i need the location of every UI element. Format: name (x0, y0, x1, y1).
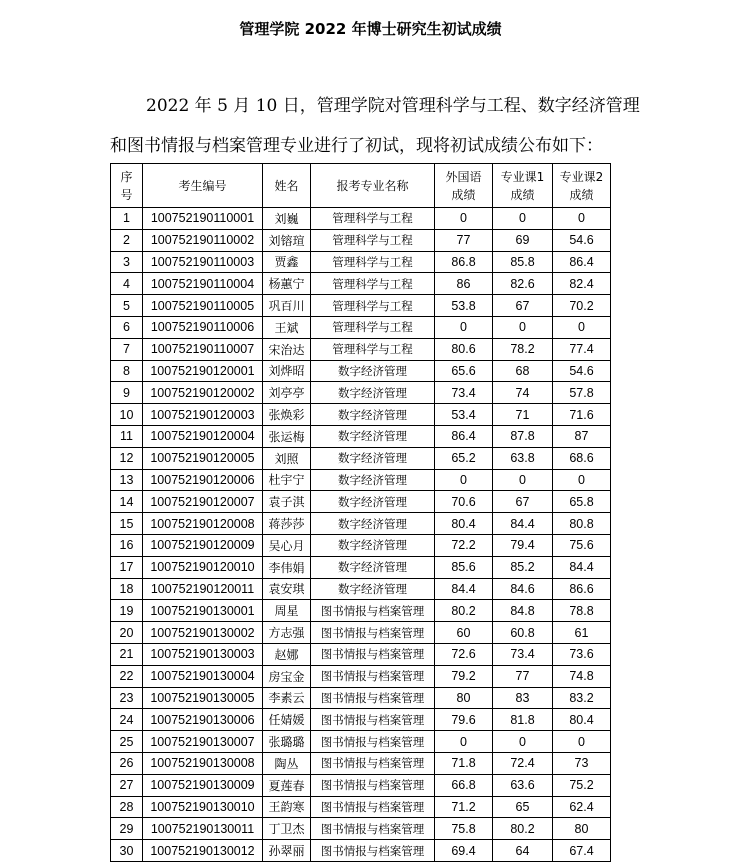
cell-foreign-language: 65.6 (435, 360, 493, 382)
table-row (111, 665, 611, 687)
cell-course-2: 70.2 (553, 295, 611, 317)
cell-exam-id: 100752190130005 (143, 687, 263, 709)
cell-foreign-language: 75.8 (435, 818, 493, 840)
cell-course-1: 67 (493, 491, 553, 513)
cell-seq: 19 (111, 600, 143, 622)
cell-foreign-language: 69.4 (435, 840, 493, 862)
cell-course-2: 71.6 (553, 404, 611, 426)
cell-course-1: 67 (493, 295, 553, 317)
cell-course-1: 79.4 (493, 534, 553, 556)
scores-table (110, 163, 611, 862)
cell-name: 宋治达 (263, 338, 311, 360)
cell-course-2: 65.8 (553, 491, 611, 513)
table-row (111, 774, 611, 796)
cell-major: 数字经济管理 (311, 360, 435, 382)
cell-seq: 29 (111, 818, 143, 840)
cell-name: 房宝金 (263, 665, 311, 687)
cell-major: 数字经济管理 (311, 491, 435, 513)
cell-exam-id: 100752190130006 (143, 709, 263, 731)
cell-name: 夏莲春 (263, 774, 311, 796)
cell-major: 管理科学与工程 (311, 251, 435, 273)
cell-course-1: 81.8 (493, 709, 553, 731)
cell-name: 任婧媛 (263, 709, 311, 731)
table-row (111, 556, 611, 578)
cell-course-2: 62.4 (553, 796, 611, 818)
table-row (111, 643, 611, 665)
cell-major: 数字经济管理 (311, 425, 435, 447)
table-row (111, 600, 611, 622)
cell-foreign-language: 80.4 (435, 513, 493, 535)
cell-course-1: 74 (493, 382, 553, 404)
cell-exam-id: 100752190120001 (143, 360, 263, 382)
table-row (111, 818, 611, 840)
intro-line-1: 2022 年 5 月 10 日，管理学院对管理科学与工程、数字经济管理 (146, 96, 640, 116)
cell-exam-id: 100752190120006 (143, 469, 263, 491)
cell-foreign-language: 0 (435, 469, 493, 491)
table-row (111, 687, 611, 709)
cell-course-2: 67.4 (553, 840, 611, 862)
table-row (111, 404, 611, 426)
table-row (111, 316, 611, 338)
header-seq (111, 164, 143, 208)
cell-course-1: 78.2 (493, 338, 553, 360)
cell-major: 图书情报与档案管理 (311, 796, 435, 818)
cell-exam-id: 100752190130007 (143, 731, 263, 753)
cell-major: 数字经济管理 (311, 382, 435, 404)
cell-foreign-language: 86.8 (435, 251, 493, 273)
table-body (111, 208, 611, 862)
header-course-2 (553, 164, 611, 208)
table-row (111, 469, 611, 491)
cell-exam-id: 100752190130009 (143, 774, 263, 796)
cell-name: 陶丛 (263, 752, 311, 774)
table-row (111, 622, 611, 644)
header-major (311, 164, 435, 208)
cell-name: 刘照 (263, 447, 311, 469)
cell-seq: 30 (111, 840, 143, 862)
table-row (111, 491, 611, 513)
cell-exam-id: 100752190110003 (143, 251, 263, 273)
cell-seq: 5 (111, 295, 143, 317)
cell-major: 图书情报与档案管理 (311, 643, 435, 665)
cell-name: 张璐璐 (263, 731, 311, 753)
cell-course-2: 83.2 (553, 687, 611, 709)
cell-foreign-language: 71.8 (435, 752, 493, 774)
cell-exam-id: 100752190120005 (143, 447, 263, 469)
cell-seq: 3 (111, 251, 143, 273)
cell-seq: 1 (111, 208, 143, 230)
cell-seq: 16 (111, 534, 143, 556)
cell-exam-id: 100752190130004 (143, 665, 263, 687)
cell-seq: 21 (111, 643, 143, 665)
cell-major: 数字经济管理 (311, 513, 435, 535)
cell-course-2: 68.6 (553, 447, 611, 469)
cell-name: 刘烨昭 (263, 360, 311, 382)
table-row (111, 229, 611, 251)
cell-course-2: 57.8 (553, 382, 611, 404)
cell-course-2: 0 (553, 731, 611, 753)
cell-name: 蒋莎莎 (263, 513, 311, 535)
cell-seq: 26 (111, 752, 143, 774)
cell-foreign-language: 70.6 (435, 491, 493, 513)
cell-major: 图书情报与档案管理 (311, 665, 435, 687)
cell-exam-id: 100752190120008 (143, 513, 263, 535)
cell-foreign-language: 80.2 (435, 600, 493, 622)
cell-foreign-language: 60 (435, 622, 493, 644)
header-text: 姓名 (274, 178, 299, 193)
cell-exam-id: 100752190120003 (143, 404, 263, 426)
cell-major: 图书情报与档案管理 (311, 840, 435, 862)
cell-course-1: 60.8 (493, 622, 553, 644)
cell-major: 数字经济管理 (311, 469, 435, 491)
cell-course-2: 86.4 (553, 251, 611, 273)
cell-name: 袁安琪 (263, 578, 311, 600)
table-row (111, 382, 611, 404)
cell-foreign-language: 80 (435, 687, 493, 709)
header-text: 考生编号 (178, 178, 227, 193)
cell-course-1: 71 (493, 404, 553, 426)
cell-seq: 28 (111, 796, 143, 818)
cell-major: 图书情报与档案管理 (311, 687, 435, 709)
cell-major: 数字经济管理 (311, 556, 435, 578)
intro-line-2: 和图书情报与档案管理专业进行了初试，现将初试成绩公布如下： (110, 136, 603, 156)
cell-course-1: 80.2 (493, 818, 553, 840)
cell-foreign-language: 0 (435, 316, 493, 338)
cell-course-2: 0 (553, 208, 611, 230)
cell-course-1: 72.4 (493, 752, 553, 774)
cell-name: 杜宇宁 (263, 469, 311, 491)
header-text: 成绩 (569, 187, 594, 202)
cell-exam-id: 100752190120009 (143, 534, 263, 556)
header-text: 专业课1 (500, 169, 545, 184)
cell-course-1: 0 (493, 208, 553, 230)
cell-course-2: 0 (553, 316, 611, 338)
cell-course-1: 0 (493, 731, 553, 753)
table-row (111, 208, 611, 230)
cell-foreign-language: 85.6 (435, 556, 493, 578)
cell-exam-id: 100752190110005 (143, 295, 263, 317)
cell-foreign-language: 86 (435, 273, 493, 295)
cell-course-2: 73 (553, 752, 611, 774)
cell-course-2: 82.4 (553, 273, 611, 295)
header-exam-id (143, 164, 263, 208)
cell-name: 张焕彩 (263, 404, 311, 426)
cell-course-1: 63.8 (493, 447, 553, 469)
cell-foreign-language: 84.4 (435, 578, 493, 600)
cell-seq: 25 (111, 731, 143, 753)
cell-foreign-language: 72.2 (435, 534, 493, 556)
cell-name: 刘巍 (263, 208, 311, 230)
header-name (263, 164, 311, 208)
header-text: 成绩 (510, 187, 535, 202)
cell-major: 管理科学与工程 (311, 273, 435, 295)
cell-exam-id: 100752190120007 (143, 491, 263, 513)
cell-name: 丁卫杰 (263, 818, 311, 840)
cell-foreign-language: 72.6 (435, 643, 493, 665)
table-row (111, 513, 611, 535)
cell-exam-id: 100752190130003 (143, 643, 263, 665)
cell-exam-id: 100752190120011 (143, 578, 263, 600)
cell-name: 方志强 (263, 622, 311, 644)
cell-name: 杨蕙宁 (263, 273, 311, 295)
cell-foreign-language: 53.4 (435, 404, 493, 426)
cell-exam-id: 100752190120010 (143, 556, 263, 578)
cell-name: 贾鑫 (263, 251, 311, 273)
cell-name: 王韵寒 (263, 796, 311, 818)
cell-seq: 6 (111, 316, 143, 338)
cell-seq: 15 (111, 513, 143, 535)
cell-exam-id: 100752190130012 (143, 840, 263, 862)
cell-foreign-language: 73.4 (435, 382, 493, 404)
cell-name: 王斌 (263, 316, 311, 338)
cell-course-1: 85.8 (493, 251, 553, 273)
cell-seq: 11 (111, 425, 143, 447)
header-text: 外国语 (445, 169, 482, 184)
cell-exam-id: 100752190130008 (143, 752, 263, 774)
cell-exam-id: 100752190120004 (143, 425, 263, 447)
cell-exam-id: 100752190120002 (143, 382, 263, 404)
cell-course-1: 83 (493, 687, 553, 709)
table-header (111, 164, 611, 208)
cell-major: 图书情报与档案管理 (311, 731, 435, 753)
cell-name: 李伟娟 (263, 556, 311, 578)
cell-seq: 4 (111, 273, 143, 295)
cell-course-2: 80.8 (553, 513, 611, 535)
cell-course-2: 61 (553, 622, 611, 644)
cell-course-2: 77.4 (553, 338, 611, 360)
cell-major: 数字经济管理 (311, 578, 435, 600)
cell-seq: 12 (111, 447, 143, 469)
cell-seq: 9 (111, 382, 143, 404)
table-row (111, 752, 611, 774)
cell-course-1: 0 (493, 316, 553, 338)
cell-name: 巩百川 (263, 295, 311, 317)
cell-exam-id: 100752190110001 (143, 208, 263, 230)
cell-course-1: 63.6 (493, 774, 553, 796)
cell-seq: 14 (111, 491, 143, 513)
table-row (111, 360, 611, 382)
cell-course-2: 75.2 (553, 774, 611, 796)
document-title: 管理学院 2022 年博士研究生初试成绩 (239, 20, 502, 38)
header-text: 成绩 (451, 187, 476, 202)
cell-major: 管理科学与工程 (311, 295, 435, 317)
cell-major: 管理科学与工程 (311, 229, 435, 251)
cell-course-1: 69 (493, 229, 553, 251)
cell-seq: 10 (111, 404, 143, 426)
table-row (111, 447, 611, 469)
cell-foreign-language: 86.4 (435, 425, 493, 447)
cell-foreign-language: 0 (435, 208, 493, 230)
table-row (111, 709, 611, 731)
cell-major: 图书情报与档案管理 (311, 818, 435, 840)
cell-exam-id: 100752190110002 (143, 229, 263, 251)
cell-course-2: 74.8 (553, 665, 611, 687)
cell-seq: 24 (111, 709, 143, 731)
table-row (111, 295, 611, 317)
cell-exam-id: 100752190110004 (143, 273, 263, 295)
cell-seq: 27 (111, 774, 143, 796)
cell-course-2: 75.6 (553, 534, 611, 556)
table-row (111, 273, 611, 295)
header-row (111, 164, 611, 208)
header-text: 报考专业名称 (336, 178, 409, 193)
cell-foreign-language: 0 (435, 731, 493, 753)
cell-seq: 17 (111, 556, 143, 578)
header-text: 专业课2 (559, 169, 604, 184)
cell-course-1: 85.2 (493, 556, 553, 578)
cell-course-2: 80.4 (553, 709, 611, 731)
table-row (111, 534, 611, 556)
cell-foreign-language: 79.2 (435, 665, 493, 687)
cell-foreign-language: 77 (435, 229, 493, 251)
table-row (111, 840, 611, 862)
header-course-1 (493, 164, 553, 208)
cell-foreign-language: 79.6 (435, 709, 493, 731)
cell-course-2: 73.6 (553, 643, 611, 665)
cell-seq: 13 (111, 469, 143, 491)
table-row (111, 578, 611, 600)
cell-exam-id: 100752190130002 (143, 622, 263, 644)
header-foreign-language (435, 164, 493, 208)
cell-exam-id: 100752190130011 (143, 818, 263, 840)
cell-course-2: 78.8 (553, 600, 611, 622)
cell-course-1: 64 (493, 840, 553, 862)
cell-course-2: 86.6 (553, 578, 611, 600)
cell-major: 图书情报与档案管理 (311, 622, 435, 644)
table-row (111, 338, 611, 360)
cell-major: 图书情报与档案管理 (311, 774, 435, 796)
cell-exam-id: 100752190130001 (143, 600, 263, 622)
cell-foreign-language: 80.6 (435, 338, 493, 360)
cell-course-1: 65 (493, 796, 553, 818)
cell-course-2: 80 (553, 818, 611, 840)
cell-name: 刘镕瑄 (263, 229, 311, 251)
table-row (111, 425, 611, 447)
cell-major: 管理科学与工程 (311, 338, 435, 360)
cell-major: 管理科学与工程 (311, 316, 435, 338)
cell-course-1: 84.4 (493, 513, 553, 535)
cell-course-2: 54.6 (553, 360, 611, 382)
cell-foreign-language: 65.2 (435, 447, 493, 469)
cell-seq: 22 (111, 665, 143, 687)
cell-name: 张运梅 (263, 425, 311, 447)
cell-course-2: 84.4 (553, 556, 611, 578)
cell-course-1: 84.8 (493, 600, 553, 622)
cell-course-1: 73.4 (493, 643, 553, 665)
cell-seq: 8 (111, 360, 143, 382)
cell-major: 数字经济管理 (311, 534, 435, 556)
cell-major: 数字经济管理 (311, 447, 435, 469)
cell-major: 数字经济管理 (311, 404, 435, 426)
cell-major: 管理科学与工程 (311, 208, 435, 230)
table-row (111, 251, 611, 273)
cell-exam-id: 100752190130010 (143, 796, 263, 818)
cell-course-1: 82.6 (493, 273, 553, 295)
cell-name: 孙翠丽 (263, 840, 311, 862)
cell-foreign-language: 66.8 (435, 774, 493, 796)
cell-name: 刘亭亭 (263, 382, 311, 404)
cell-seq: 2 (111, 229, 143, 251)
cell-name: 袁子淇 (263, 491, 311, 513)
cell-major: 图书情报与档案管理 (311, 600, 435, 622)
cell-name: 吴心月 (263, 534, 311, 556)
cell-seq: 7 (111, 338, 143, 360)
table-row (111, 731, 611, 753)
cell-major: 图书情报与档案管理 (311, 709, 435, 731)
cell-exam-id: 100752190110006 (143, 316, 263, 338)
cell-course-2: 87 (553, 425, 611, 447)
cell-exam-id: 100752190110007 (143, 338, 263, 360)
cell-course-1: 0 (493, 469, 553, 491)
cell-foreign-language: 71.2 (435, 796, 493, 818)
cell-name: 赵娜 (263, 643, 311, 665)
cell-course-2: 0 (553, 469, 611, 491)
header-text: 号 (120, 187, 133, 202)
cell-seq: 20 (111, 622, 143, 644)
cell-major: 图书情报与档案管理 (311, 752, 435, 774)
cell-name: 周星 (263, 600, 311, 622)
cell-foreign-language: 53.8 (435, 295, 493, 317)
header-text: 序 (120, 169, 133, 184)
table-row (111, 796, 611, 818)
cell-seq: 23 (111, 687, 143, 709)
cell-course-2: 54.6 (553, 229, 611, 251)
cell-course-1: 84.6 (493, 578, 553, 600)
cell-course-1: 87.8 (493, 425, 553, 447)
cell-course-1: 77 (493, 665, 553, 687)
cell-course-1: 68 (493, 360, 553, 382)
cell-seq: 18 (111, 578, 143, 600)
cell-name: 李素云 (263, 687, 311, 709)
